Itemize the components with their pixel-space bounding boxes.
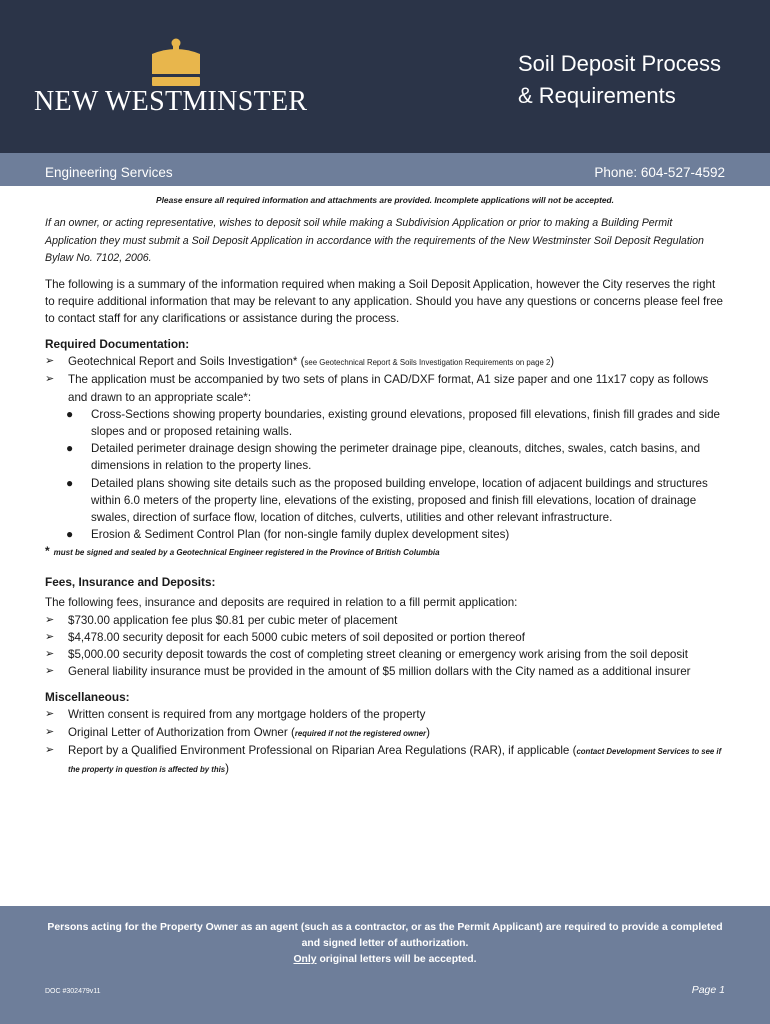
- footer-band: [0, 906, 770, 1024]
- department-bar: [0, 153, 770, 186]
- dot-bullet-icon: ●: [66, 475, 74, 490]
- fees-list: [45, 612, 725, 681]
- title-line-2: & Requirements: [518, 83, 676, 108]
- list-item: ● Detailed plans showing site details such as the proposed building envelope, location of adjacent buildings and structures within 6.0 meters of the property line, elevations of the existing, proposed and finish fill elevations, location of drainage swales, direction of surface flow, location of ditches, culverts, utilities and other relevant infrastructure.: [66, 475, 708, 524]
- phone-number: Phone: 604-527-4592: [594, 165, 725, 180]
- arrow-bullet-icon: ➢: [45, 743, 55, 756]
- document-body: [45, 193, 725, 778]
- required-docs-heading: Required Documentation:: [45, 337, 190, 352]
- crown-icon: [146, 38, 206, 88]
- list-item: ➢ Report by a Qualified Environment Professional on Riparian Area Regulations (RAR), if applicable (contact Development Services to see if the property in question is affected by this): [45, 743, 722, 775]
- department-name: Engineering Services: [45, 165, 173, 180]
- notice-text: Please ensure all required information and attachments are provided. Incomplete applications will not be accepted.: [156, 195, 614, 205]
- dot-bullet-icon: ●: [66, 441, 74, 456]
- list-item: ➢ $5,000.00 security deposit towards the cost of completing street cleaning or emergency work arising from the soil deposit: [45, 646, 725, 663]
- arrow-bullet-icon: ➢: [45, 665, 55, 678]
- list-item: ➢ The application must be accompanied by two sets of plans in CAD/DXF format, A1 size paper and one 11x17 copy as follows and drawn to an appropriate scale*:: [45, 373, 709, 404]
- authorization-notice: Persons acting for the Property Owner as an agent (such as a contractor, or as the Permit Applicant) are required to provide a completed and signed letter of authorization. Only original letters will be accepted.: [47, 922, 723, 965]
- arrow-bullet-icon: ➢: [45, 708, 55, 721]
- arrow-bullet-icon: ➢: [45, 725, 55, 738]
- list-item: ➢ General liability insurance must be provided in the amount of $5 million dollars with the City named as a additional insurer: [45, 663, 725, 680]
- title-line-1: Soil Deposit Process: [518, 51, 721, 76]
- misc-heading: Miscellaneous:: [45, 690, 130, 705]
- geotech-footnote: * must be signed and sealed by a Geotechnical Engineer registered in the Province of British Columbia: [45, 544, 440, 559]
- dot-bullet-icon: ●: [66, 527, 74, 542]
- intro-paragraph: If an owner, or acting representative, wishes to deposit soil while making a Subdivision Application or prior to making a Building Permit Application they must submit a Soil Deposit Application in accordance with the requirements of the New Westminster Soil Deposit Regulation Bylaw No. 7102, 2006.: [45, 217, 704, 264]
- arrow-bullet-icon: ➢: [45, 647, 55, 660]
- only-emphasis: Only: [293, 954, 317, 965]
- plans-sublist: [45, 406, 725, 544]
- required-docs-list: [45, 353, 725, 406]
- dot-bullet-icon: ●: [66, 406, 74, 421]
- list-item: ➢ Original Letter of Authorization from Owner (required if not the registered owner): [45, 724, 725, 742]
- document-number: DOC #302479v11: [45, 988, 101, 995]
- list-item: ● Cross-Sections showing property boundaries, existing ground elevations, proposed fill elevations, finish fill grades and side slopes and or proposed retaining walls.: [66, 406, 720, 438]
- list-item: ➢ $4,478.00 security deposit for each 5000 cubic meters of soil deposited or portion thereof: [45, 629, 725, 646]
- arrow-bullet-icon: ➢: [45, 630, 55, 643]
- inline-note: contact Development Services to see if the property in question is affected by this: [68, 746, 722, 774]
- arrow-bullet-icon: ➢: [45, 613, 55, 626]
- arrow-bullet-icon: ➢: [45, 373, 55, 386]
- misc-list: [45, 706, 725, 778]
- inline-note: required if not the registered owner: [294, 728, 427, 738]
- list-item: ➢ $730.00 application fee plus $0.81 per cubic meter of placement: [45, 612, 725, 629]
- list-item: ➢ Written consent is required from any mortgage holders of the property: [45, 706, 725, 723]
- list-item: ● Erosion & Sediment Control Plan (for non-single family duplex development sites): [45, 526, 725, 543]
- document-title: [518, 48, 748, 112]
- page-number: Page 1: [691, 984, 725, 996]
- list-item: ● Detailed perimeter drainage design showing the perimeter drainage pipe, cleanouts, ditches, swales, catch basins, and dimensions in relation to the property lines.: [66, 441, 701, 473]
- summary-paragraph: The following is a summary of the information required when making a Soil Deposit Application, however the City reserves the right to require additional information that may be relevant to any application. Should you have any questions or concerns please feel free to contact staff for any clarifications or assistance during the process.: [45, 277, 724, 325]
- inline-note: see Geotechnical Report & Soils Investigation Requirements on page 2: [304, 358, 551, 368]
- list-item: ➢ Geotechnical Report and Soils Investigation* (see Geotechnical Report & Soils Investigation Requirements on page 2): [45, 353, 725, 371]
- fees-intro: The following fees, insurance and deposits are required in relation to a fill permit application:: [45, 596, 518, 610]
- arrow-bullet-icon: ➢: [45, 355, 55, 368]
- header-band: [0, 0, 770, 153]
- fees-heading: Fees, Insurance and Deposits:: [45, 575, 216, 590]
- logo-wordmark: NEW WESTMINSTER: [34, 86, 308, 117]
